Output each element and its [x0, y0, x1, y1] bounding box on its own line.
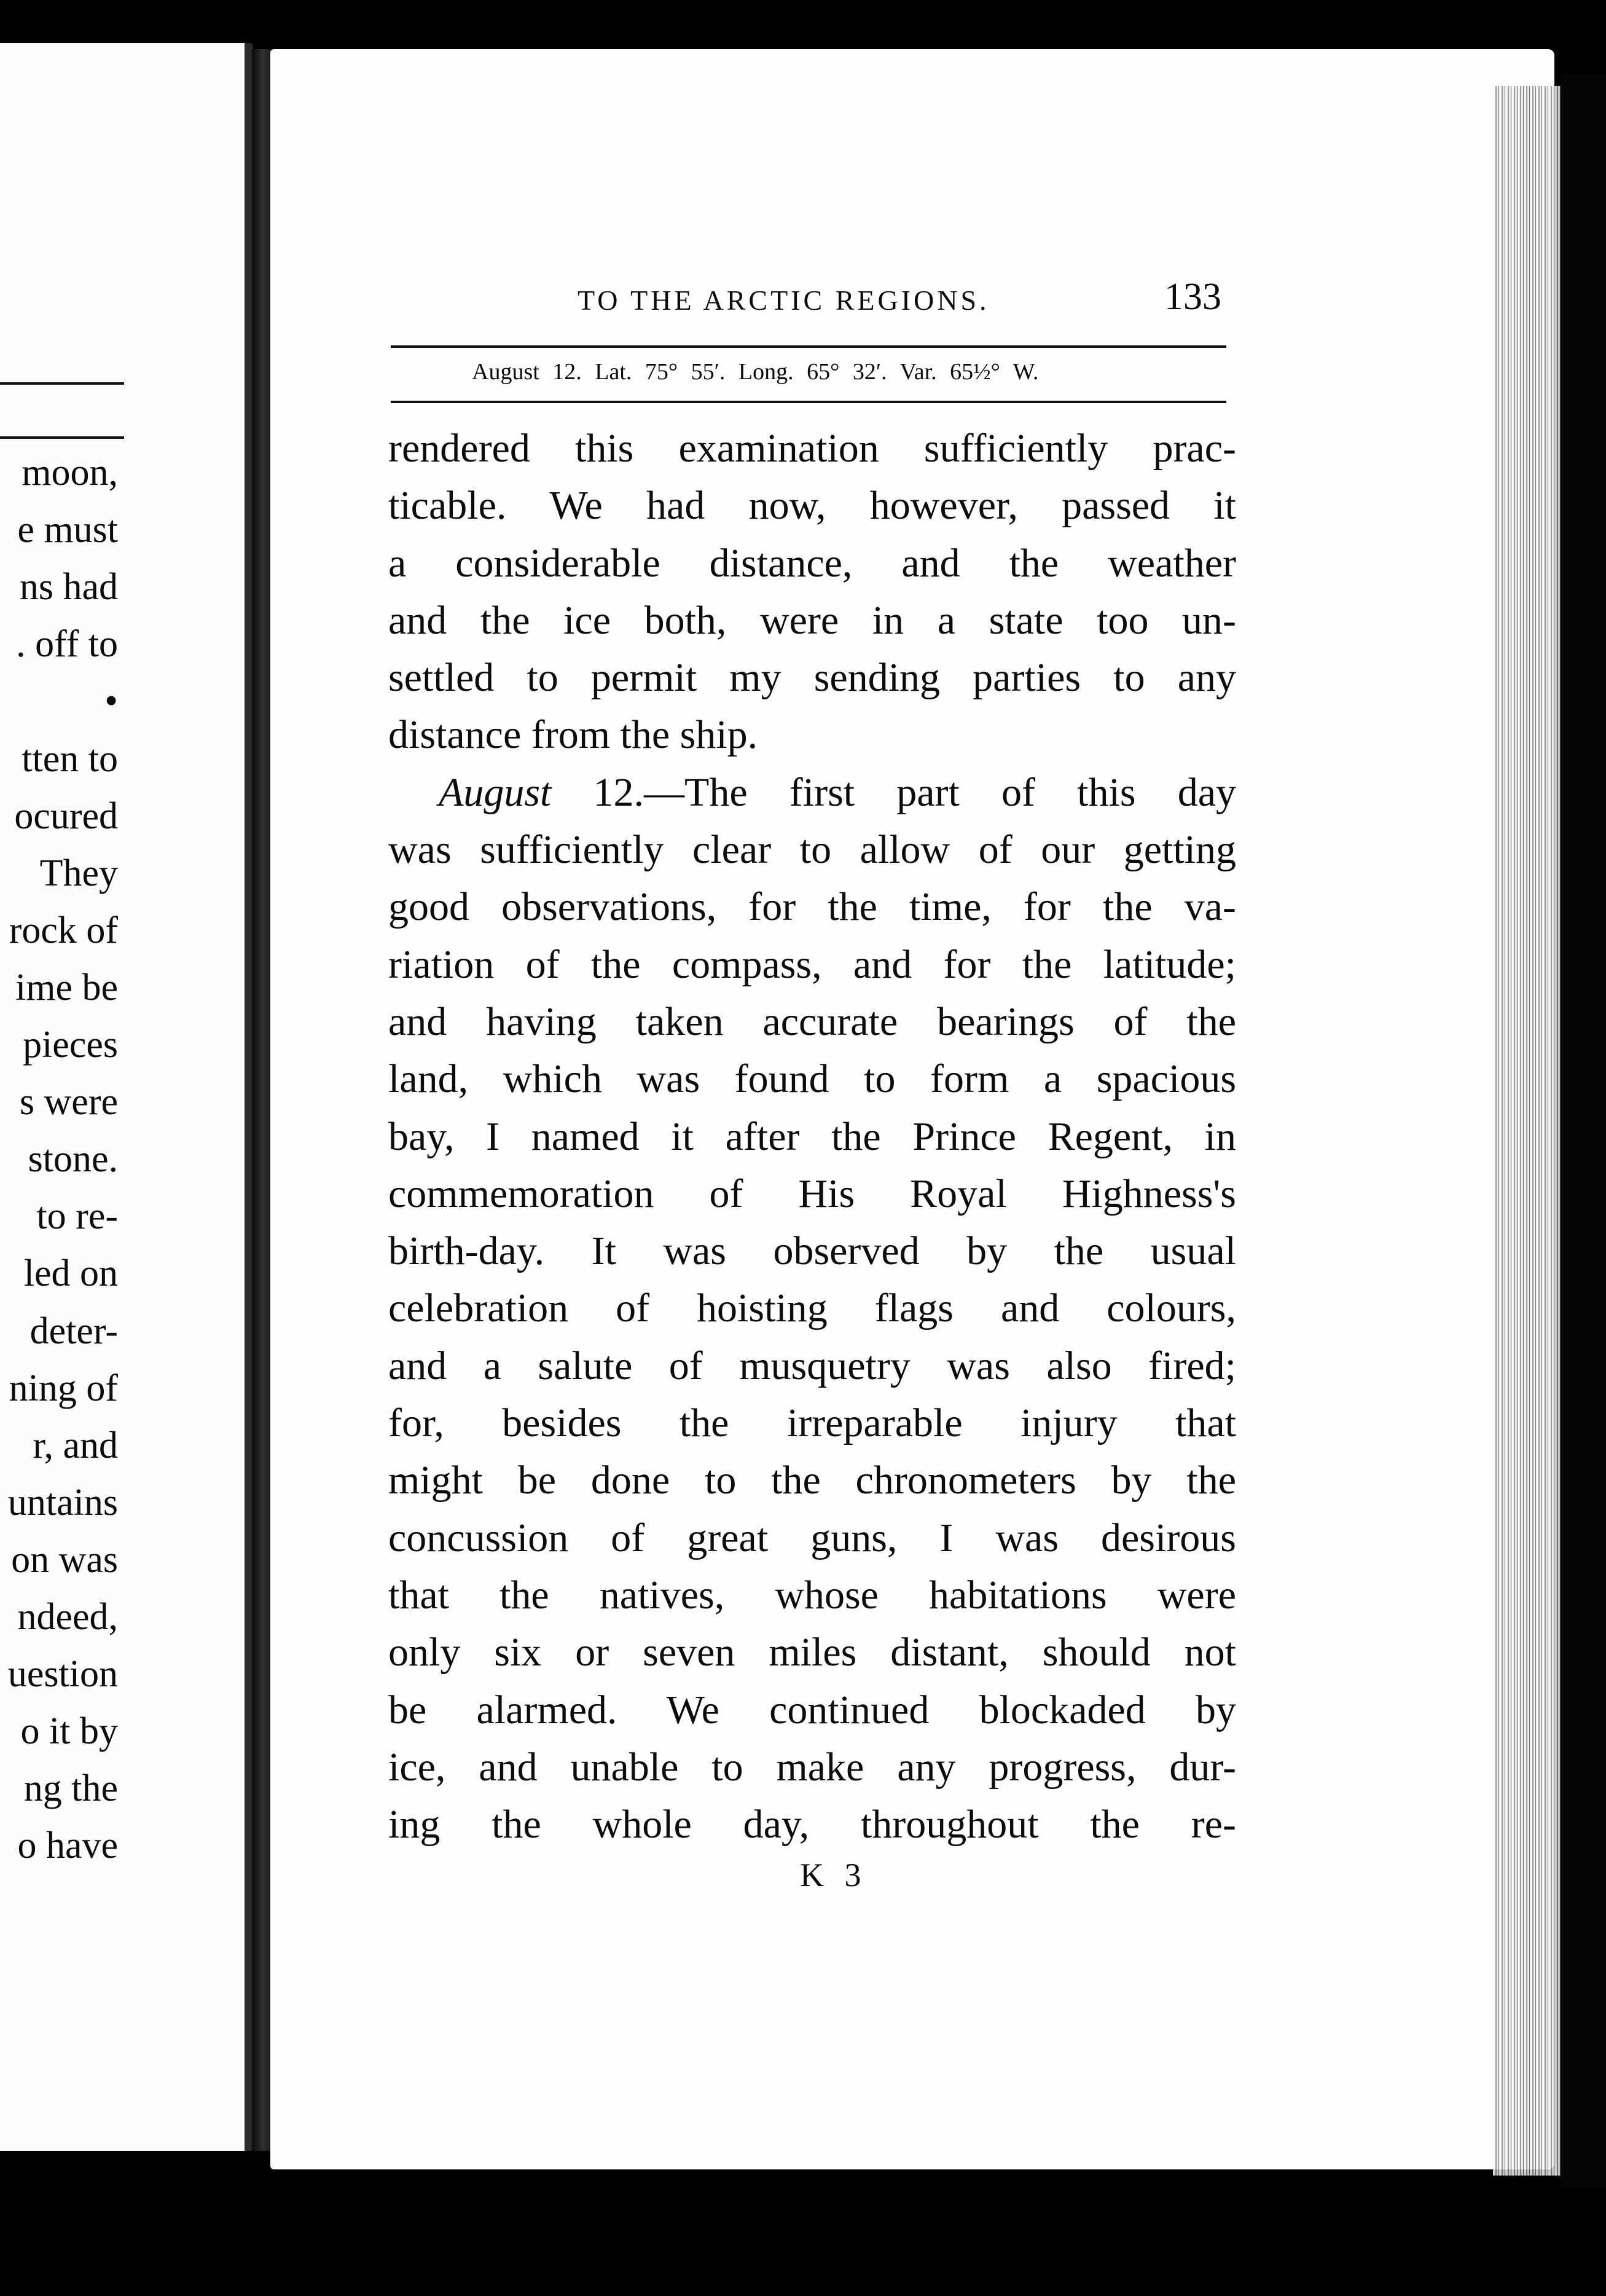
text-line: that the natives, whose habitations were	[388, 1572, 1236, 1618]
text-line: land, which was found to form a spacious	[388, 1056, 1236, 1102]
text-line: celebration of hoisting flags and colours,	[388, 1286, 1236, 1331]
text-line: settled to permit my sending parties to any	[388, 655, 1236, 701]
running-head: TO THE ARCTIC REGIONS.	[578, 285, 990, 316]
facing-page-fragment: untains	[7, 1481, 118, 1523]
text-line: was sufficiently clear to allow of our getting	[388, 827, 1236, 873]
facing-page-fragment: deter-	[29, 1310, 118, 1352]
facing-page-fragment: s were	[19, 1081, 118, 1123]
facing-page-rule	[0, 382, 124, 385]
text-line: birth-day. It was observed by the usual	[388, 1229, 1236, 1274]
facing-page-fragment: ocured	[14, 795, 118, 837]
facing-page-fragment: ng the	[23, 1767, 118, 1810]
facing-page-fragment: r, and	[33, 1424, 118, 1466]
text-line: might be done to the chronometers by the	[388, 1458, 1236, 1503]
facing-page-fragment: ns had	[19, 566, 118, 608]
facing-page-fragment: o have	[17, 1825, 118, 1867]
facing-page-text	[0, 0, 245, 2151]
text-line: good observations, for the time, for the va-	[388, 884, 1236, 930]
text-line: concussion of great guns, I was desirous	[388, 1515, 1236, 1560]
facing-page-fragment: rock of	[9, 909, 118, 951]
facing-page-fragment: to re-	[36, 1195, 118, 1238]
text-line: August 12.—The first part of this day	[439, 769, 1236, 815]
text-line: and having taken accurate bearings of the	[388, 999, 1236, 1044]
text-line: ticable. We had now, however, passed it	[388, 483, 1236, 529]
signature-mark: K 3	[800, 1857, 868, 1893]
facing-page-fragment: ndeed,	[17, 1596, 118, 1638]
text-line: and the ice both, were in a state too un-	[388, 597, 1236, 643]
date-coordinates-line: August 12. Lat. 75° 55′. Long. 65° 32′. Var. 65½° W.	[472, 359, 1039, 385]
facing-page-fragment: ning of	[9, 1367, 118, 1409]
header-rule-top	[391, 345, 1226, 348]
facing-page-fragment: stone.	[28, 1138, 118, 1181]
facing-page-fragment: pieces	[23, 1024, 118, 1066]
facing-page-rule	[0, 436, 124, 439]
facing-page-fragment: e must	[17, 509, 118, 551]
body-text	[388, 420, 1236, 1853]
text-line: and a salute of musquetry was also fired;	[388, 1343, 1236, 1388]
header-rule-bottom	[391, 401, 1226, 403]
facing-page-fragment: They	[39, 852, 118, 894]
facing-page-fragment: on was	[11, 1538, 118, 1581]
facing-page-fragment: uestion	[7, 1653, 118, 1696]
text-line: ice, and unable to make any progress, dur-	[388, 1744, 1236, 1790]
facing-page-fragment: moon,	[22, 452, 118, 493]
text-line: ing the whole day, throughout the re-	[388, 1802, 1236, 1847]
facing-page-fragment: . off to	[16, 623, 118, 666]
page-number: 133	[1164, 276, 1221, 318]
text-line: bay, I named it after the Prince Regent, in	[388, 1114, 1236, 1159]
text-line: for, besides the irreparable injury that	[388, 1401, 1236, 1446]
text-line: distance from the ship.	[388, 712, 758, 758]
text-line: rendered this examination sufficiently prac-	[388, 426, 1236, 471]
facing-page-fragment: •	[104, 680, 118, 723]
facing-page-fragment: tten to	[22, 737, 118, 780]
text-line: commemoration of His Royal Highness's	[388, 1171, 1236, 1216]
facing-page-fragment: ime be	[15, 966, 118, 1008]
facing-page-fragment: led on	[23, 1252, 118, 1295]
page-edge-shadow	[1561, 74, 1606, 2188]
text-line: a considerable distance, and the weather	[388, 540, 1236, 586]
text-line: only six or seven miles distant, should not	[388, 1630, 1236, 1675]
text-line: riation of the compass, and for the latitude;	[388, 942, 1236, 987]
facing-page-fragment: o it by	[20, 1710, 118, 1753]
text-line: be alarmed. We continued blockaded by	[388, 1687, 1236, 1732]
